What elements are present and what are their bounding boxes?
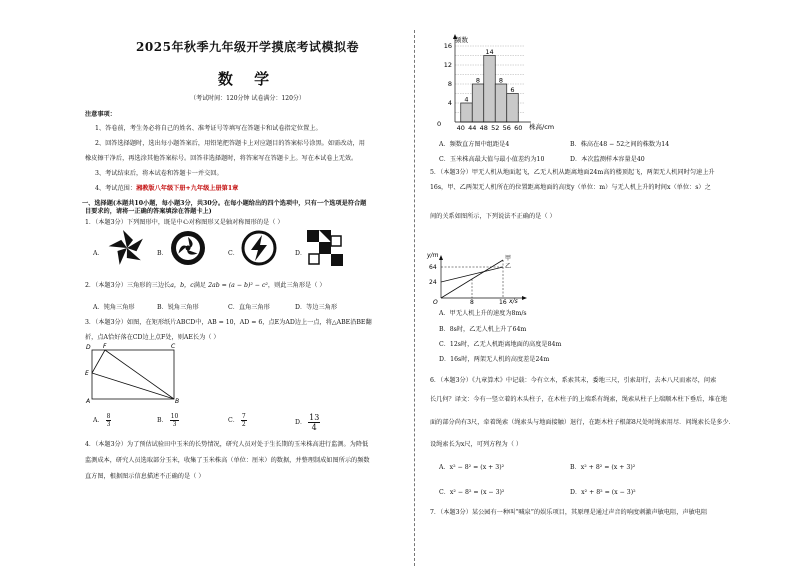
q7-line1: 7．（本题3分）某公园有一种叫“喊泉”的娱乐项目，其原理是通过声音的响度刺激声敏电阻，声敏电阻: [430, 509, 708, 516]
q4-line3: 直方图，根据图示信息描述不正确的是（ ）: [85, 473, 205, 480]
exam-info: （考试时间：120分钟 试卷满分：120分）: [190, 95, 305, 102]
q4-option-c: C．玉米株高最大值与最小值差约为10: [439, 156, 545, 163]
q3-option-c: C． $\frac{7}{2}$: [228, 413, 246, 428]
section1-line1: 一、选择题(本题共10小题，每小题3分，共30分。在每小题给出的四个选项中，只有一个选项是符合题: [82, 200, 367, 207]
q5-option-b: B．8s时，乙无人机上升了64m: [439, 326, 527, 333]
q3-rectangle-figure: [85, 343, 185, 403]
q5-line-graph: [425, 252, 535, 304]
q1-pinwheel-icon: [107, 228, 147, 268]
q5-line3: 间的关系如图所示，下列说法不正确的是（ ）: [430, 213, 556, 220]
q1-label-a: A．: [93, 250, 104, 257]
exam-title: 2025年秋季九年级开学摸底考试模拟卷: [136, 40, 359, 54]
q2-text-b: 满足: [193, 282, 207, 289]
q5-graph-origin: O: [433, 299, 438, 304]
q2-option-a: A．钝角三角形: [93, 304, 135, 311]
histogram-x-tick: 60: [514, 124, 523, 132]
q6-option-c: C．x² − 8² = (x − 3)²: [439, 489, 505, 496]
q6-line1: 6．（本题3分）《九章算术》中记载：今有立木，系索其末，委地三尺，引索却行，去本八尺而索尽，问索: [430, 377, 717, 384]
notice-heading: 注意事项：: [85, 111, 116, 118]
q1-label-b: B．: [157, 250, 168, 257]
page-divider: [414, 30, 415, 566]
histogram-x-tick: 48: [479, 124, 488, 132]
q4-option-b: B．株高在48 − 52之间的株数为14: [570, 141, 670, 148]
q3-label-c: C: [171, 343, 176, 350]
q1-swirl-icon: [170, 230, 206, 266]
q5-line1: 5．（本题3分）甲无人机从地面起飞，乙无人机从距离地面24m高的楼顶起飞，两架无人机同时匀速上升: [430, 169, 715, 176]
q5-graph-line-yi: 乙: [505, 263, 512, 270]
q1-checker-icon: [305, 228, 345, 268]
q3-label-a: A: [86, 398, 91, 403]
histogram-x-unit: 株高/cm: [529, 123, 555, 131]
q2-option-b: B．锐角三角形: [157, 304, 199, 311]
q3-option-a: A． $\frac{8}{3}$: [93, 413, 111, 428]
histogram-bar-label: 6: [510, 86, 515, 94]
q5-graph-y-axis: y/m: [427, 252, 439, 259]
q1-lightning-icon: [241, 230, 277, 266]
q4-line1: 4．（本题3分）为了预估试验田中玉米的长势情况，研究人员对处于生长期的玉米株高进行监测。为降低: [85, 441, 369, 448]
q4-option-d: D．本次监测样本容量是40: [570, 156, 645, 163]
q5-line2: 16s，甲、乙两架无人机所在的位置距离地面的高度y（单位：m）与无人机上升的时间x（单位：s）之: [430, 184, 711, 191]
section1-line2: 目要求的，请将一正确的答案填涂在答题卡上): [85, 208, 212, 215]
q1-text: 1．（本题3分）下列图形中，既是中心对称图形又是轴对称图形的是（ ）: [85, 219, 284, 226]
histogram-bar: [507, 94, 519, 123]
q6-line4: 设绳索长为x尺，可列方程为（ ）: [430, 441, 523, 448]
histogram-bar-label: 4: [464, 95, 469, 104]
q5-graph-line-jia: 甲: [505, 255, 512, 262]
scope-label: 4、考试范围：: [95, 185, 137, 192]
q3-label-f: F: [103, 343, 107, 350]
q2-vars: a，b，c: [170, 282, 194, 289]
q1-label-d: D．: [295, 250, 307, 257]
right-column: [425, 0, 765, 566]
histogram-y-tick: 12: [443, 61, 452, 69]
q2-text: [85, 281, 326, 290]
histogram-bar: [461, 103, 473, 122]
histogram-x-tick: 40: [456, 124, 465, 132]
q4-line2: 监测成本，研究人员选取部分玉米，收集了玉米株高（单位：厘米）的数据，并整理制成如图所示的频数: [85, 457, 370, 464]
q3-line1: 3．（本题3分）如图，在矩形纸片ABCD中，AB = 10，AD = 6，点E为AD边上一点，将△ABE沿BE翻: [85, 319, 372, 326]
q6-option-a: A．x² − 8² = (x + 3)²: [439, 464, 505, 471]
q2-text-a: 2．（本题3分）三角形的三边长: [85, 282, 171, 289]
q6-option-d: D．x² + 8² = (x − 3)²: [570, 489, 636, 496]
scope-value: 湘教版八年级下册+九年级上册第1章: [136, 185, 239, 192]
q3-option-d: D． $\frac{13}{4}$: [295, 413, 320, 432]
histogram-x-tick: 44: [468, 124, 477, 132]
q6-line3: 面的部分尚有3尺，牵着绳索（绳索头与地面接触）退行，在距木柱子根部8尺处时绳索用尽．问绳索长是多少．: [430, 419, 735, 426]
histogram-x-tick: 52: [491, 124, 500, 132]
q3-label-b: B: [175, 398, 180, 403]
histogram-bar-label: 8: [475, 76, 481, 85]
q5-option-d: D．16s时，两架无人机的高度差是24m: [439, 356, 550, 363]
q2-option-c: C．直角三角形: [228, 304, 270, 311]
q3-line2: 折，点A恰好落在CD边上点F处，则AE长为（ ）: [85, 334, 220, 341]
q6-line2: 长几何？译文：今有一竖立着的木头柱子，在木柱子的上端系有绳索，绳索从柱子上端顺木柱下垂后，堆在地: [430, 396, 727, 403]
exam-subject: 数 学: [217, 70, 278, 88]
q3-label-d: D: [86, 344, 91, 351]
histogram-origin: 0: [437, 120, 442, 128]
q2-formula: 2ab = (a − b)² − c²: [208, 282, 268, 289]
histogram-bar-label: 14: [485, 48, 494, 56]
q5-graph-tick-8: 8: [470, 299, 474, 304]
q4-histogram: [425, 30, 555, 135]
q2-option-d: D．等边三角形: [295, 304, 338, 311]
q5-option-c: C．12s时，乙无人机距离地面的高度是84m: [439, 341, 562, 348]
q6-option-b: B．x² + 8² = (x + 3)²: [570, 464, 636, 471]
q5-option-a: A．甲无人机上升的速度为8m/s: [439, 310, 527, 317]
histogram-y-tick: 16: [443, 42, 452, 50]
histogram-bar-label: 8: [498, 76, 504, 85]
histogram-y-tick: 4: [447, 99, 452, 107]
notice-item-4: [95, 184, 238, 193]
q3-option-b: B． $\frac{10}{3}$: [157, 413, 179, 428]
notice-item-1: 1、答卷前，考生务必将自己的姓名、准考证号等填写在答题卡和试卷指定位置上。: [95, 125, 322, 132]
histogram-bar: [495, 84, 507, 122]
q5-graph-tick-24: 24: [429, 279, 437, 286]
histogram-x-tick: 56: [502, 124, 511, 132]
left-column: [82, 0, 410, 566]
q1-label-c: C．: [228, 250, 239, 257]
notice-item-3: 3、考试结束后，将本试卷和答题卡一并交回。: [95, 170, 223, 177]
histogram-y-label: 频数: [455, 36, 468, 44]
histogram-bars: [461, 48, 519, 122]
histogram-bar: [472, 84, 484, 122]
histogram-bar: [484, 56, 496, 123]
q3-label-e: E: [85, 370, 89, 377]
notice-item-2-cont: 橡皮擦干净后，再选涂其他答案标号。回答非选择题时，将答案写在答题卡上。写在本试卷上无效。: [85, 155, 358, 162]
q2-text-c: ，则此三角形是（ ）: [267, 282, 326, 289]
q4-option-a: A．频数直方图中组距是4: [439, 141, 510, 148]
histogram-y-tick: 8: [447, 80, 452, 88]
q5-graph-tick-64: 64: [429, 264, 437, 271]
notice-item-2: 2、回答选择题时，选出每小题答案后，用铅笔把答题卡上对应题目的答案标号涂黑。如需改动，用: [95, 140, 365, 147]
q5-graph-tick-16: 16: [499, 299, 507, 304]
q5-graph-x-axis: x/s: [509, 298, 518, 304]
